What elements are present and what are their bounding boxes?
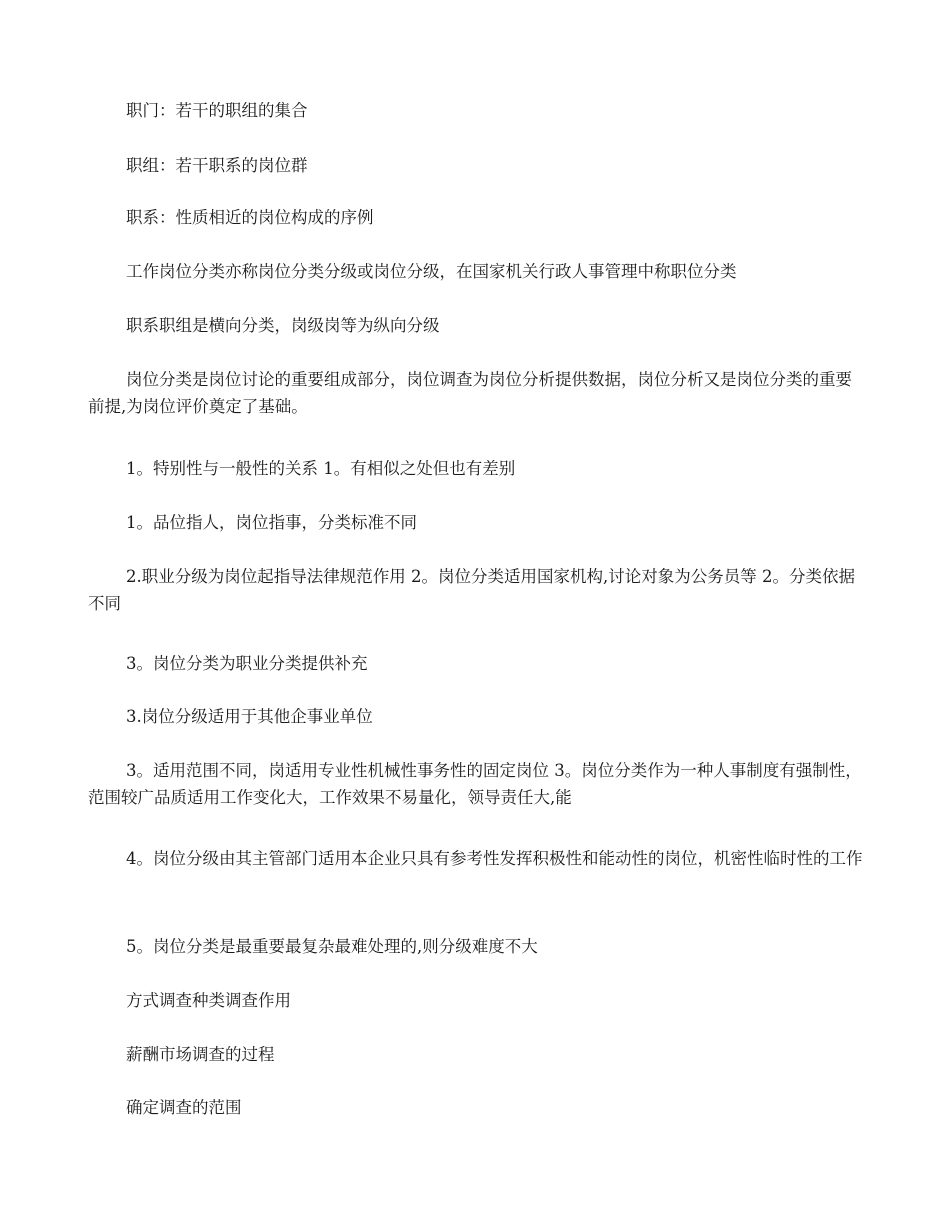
- paragraph-point-3c: 3。适用范围不同，岗适用专业性机械性事务性的固定岗位 3。岗位分类作为一种人事制度有强制性，范围较广品质适用工作变化大，工作效果不易量化，领导责任大,能: [88, 761, 862, 807]
- paragraph-zhizu: 职组：若干职系的岗位群: [126, 156, 308, 175]
- paragraph-point-1a: 1。特别性与一般性的关系 1。有相似之处但也有差别: [126, 459, 516, 478]
- paragraph-point-1b: 1。品位指人，岗位指事，分类标准不同: [126, 513, 417, 532]
- paragraph-horizontal-vertical: 职系职组是横向分类，岗级岗等为纵向分级: [126, 316, 440, 335]
- paragraph-point-3b: 3.岗位分级适用于其他企事业单位: [126, 707, 373, 726]
- paragraph-zhixi: 职系：性质相近的岗位构成的序例: [126, 208, 374, 227]
- paragraph-survey-scope: 确定调查的范围: [126, 1098, 242, 1117]
- paragraph-point-4: 4。岗位分级由其主管部门适用本企业只具有参考性发挥积极性和能动性的岗位，机密性临时性的工作: [126, 849, 863, 868]
- paragraph-point-5: 5。岗位分类是最重要最复杂最难处理的,则分级难度不大: [126, 937, 538, 956]
- paragraph-survey-process: 薪酬市场调查的过程: [126, 1045, 275, 1064]
- paragraph-job-classification: 工作岗位分类亦称岗位分类分级或岗位分级，在国家机关行政人事管理中称职位分类: [126, 262, 737, 281]
- paragraph-classification-role: 岗位分类是岗位讨论的重要组成部分，岗位调查为岗位分析提供数据，岗位分析又是岗位分类的重要前提,为岗位评价奠定了基础。: [88, 370, 852, 416]
- paragraph-survey-methods: 方式调查种类调查作用: [126, 991, 291, 1010]
- paragraph-point-3a: 3。岗位分类为职业分类提供补充: [126, 654, 368, 673]
- paragraph-zhimen: 职门：若干的职组的集合: [126, 101, 308, 120]
- paragraph-point-2: 2.职业分级为岗位起指导法律规范作用 2。岗位分类适用国家机构,讨论对象为公务员等 2。分类依据不同: [88, 567, 855, 613]
